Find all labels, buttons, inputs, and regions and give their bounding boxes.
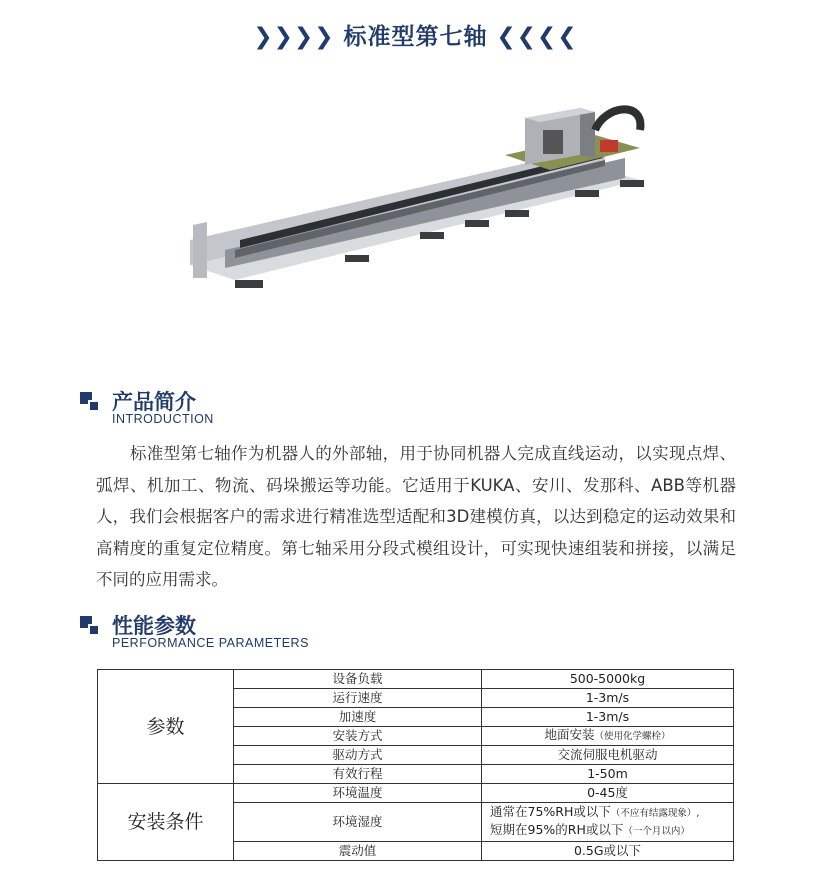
- intro-text: 标准型第七轴作为机器人的外部轴，用于协同机器人完成直线运动，以实现点焊、弧焊、机加工、物流、码垛搬运等功能。它适用于KUKA、安川、发那科、ABB等机器人，我们会根据客户的需求进行精准选型适配和3D建模仿真，以达到稳定的运动效果和高精度的重复定位精度。第七轴采用分段式模组设计，可实现快速组装和拼接，以满足不同的应用需求。: [96, 444, 736, 589]
- group-label-params: 参数: [98, 670, 234, 784]
- chevron-right-icon: ❯❯❯❯: [253, 24, 335, 50]
- param-note: （一个月以内）: [623, 826, 690, 837]
- param-value: 1-3m/s: [482, 708, 734, 727]
- param-label: 驱动方式: [234, 746, 482, 765]
- param-value: 1-3m/s: [482, 689, 734, 708]
- param-value: 交流伺服电机驱动: [482, 746, 734, 765]
- intro-section-subtitle: INTRODUCTION: [112, 412, 214, 426]
- param-value-text: 地面安装: [544, 727, 595, 742]
- perf-section-title: 性能参数: [112, 614, 196, 638]
- param-value: 500-5000kg: [482, 670, 734, 689]
- param-label: 环境湿度: [234, 803, 482, 842]
- perf-section-subtitle: PERFORMANCE PARAMETERS: [112, 636, 309, 650]
- parameters-table: [97, 669, 734, 861]
- section-square-icon: [80, 392, 100, 412]
- section-square-icon: [80, 616, 100, 636]
- param-label: 环境温度: [234, 784, 482, 803]
- intro-section-title: 产品简介: [112, 390, 196, 414]
- table-row: [98, 784, 734, 803]
- param-label: 有效行程: [234, 765, 482, 784]
- param-value: 0.5G或以下: [482, 842, 734, 861]
- param-value: [482, 727, 734, 746]
- linear-rail-product-image: [185, 100, 645, 300]
- param-label: 震动值: [234, 842, 482, 861]
- param-label: 加速度: [234, 708, 482, 727]
- param-value-text: 通常在75%RH或以下: [490, 804, 611, 819]
- param-note: （使用化学螺栓）: [594, 731, 671, 742]
- param-value: [482, 803, 734, 842]
- param-label: 设备负载: [234, 670, 482, 689]
- param-value: 1-50m: [482, 765, 734, 784]
- group-label-install: 安装条件: [98, 784, 234, 861]
- param-note: （不应有结露现象）,: [610, 808, 700, 819]
- page-title: [0, 18, 831, 51]
- chevron-left-icon: ❮❮❮❮: [496, 24, 578, 50]
- page-title-text: 标准型第七轴: [343, 24, 488, 50]
- param-label: 运行速度: [234, 689, 482, 708]
- param-value-text: 短期在95%的RH或以下: [490, 822, 624, 837]
- param-value: 0-45度: [482, 784, 734, 803]
- param-label: 安装方式: [234, 727, 482, 746]
- table-row: [98, 670, 734, 689]
